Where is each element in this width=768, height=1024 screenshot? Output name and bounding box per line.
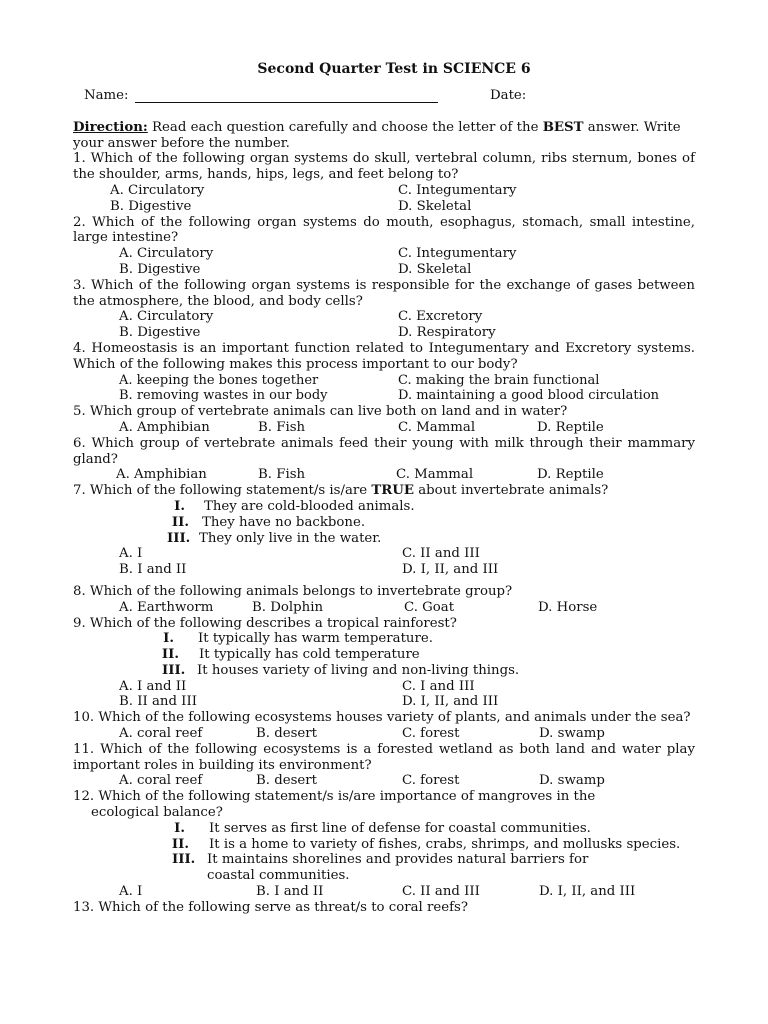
q9-statement-1-text: It typically has warm temperature. bbox=[198, 631, 433, 647]
q9-statement-1-num: I. bbox=[163, 631, 174, 647]
q7-option-c: C. II and III bbox=[402, 546, 480, 562]
q2-options-row-1 bbox=[73, 246, 695, 262]
q2-option-a: A. Circulatory bbox=[119, 246, 214, 262]
q10-option-b: B. desert bbox=[256, 726, 317, 742]
q7-option-b: B. I and II bbox=[119, 562, 187, 578]
test-page bbox=[73, 62, 695, 916]
question-4: 4. Homeostasis is an important function related to Integumentary and Excretory systems. Which of the following makes this process important to our body? bbox=[73, 340, 695, 372]
q4-option-a: A. keeping the bones together bbox=[119, 372, 319, 388]
q9-option-b: B. II and III bbox=[119, 694, 197, 710]
q1-options-row-1 bbox=[73, 183, 695, 199]
q3-options-row-1 bbox=[73, 309, 695, 325]
q12-option-a: A. I bbox=[119, 884, 143, 900]
q11-option-a: A. coral reef bbox=[119, 773, 203, 789]
q6-option-b: B. Fish bbox=[258, 467, 306, 483]
q12-option-c: C. II and III bbox=[402, 884, 480, 900]
q11-option-c: C. forest bbox=[402, 773, 460, 789]
q7-statement-2 bbox=[73, 515, 695, 531]
q8-option-b: B. Dolphin bbox=[252, 599, 324, 615]
q10-option-a: A. coral reef bbox=[119, 726, 203, 742]
question-1: 1. Which of the following organ systems do skull, vertebral column, ribs sternum, bones of the shoulder, arms, hands, hips, legs, and feet belong to? bbox=[73, 151, 695, 183]
q1-option-d: D. Skeletal bbox=[398, 198, 472, 214]
question-11: 11. Which of the following ecosystems is a forested wetland as both land and water play important roles in building its environment? bbox=[73, 741, 695, 773]
directions bbox=[73, 120, 695, 152]
q7-option-a: A. I bbox=[119, 546, 143, 562]
q4-option-c: C. making the brain functional bbox=[398, 372, 600, 388]
q6-option-d: D. Reptile bbox=[537, 467, 604, 483]
q9-statement-3-num: III. bbox=[162, 662, 186, 678]
q6-option-c: C. Mammal bbox=[396, 467, 474, 483]
q5-option-c: C. Mammal bbox=[398, 419, 476, 435]
question-13: 13. Which of the following serve as threat/s to coral reefs? bbox=[73, 899, 468, 915]
q5-option-d: D. Reptile bbox=[537, 419, 604, 435]
question-10: 10. Which of the following ecosystems houses variety of plants, and animals under the sea? bbox=[73, 710, 691, 726]
q1-option-b: B. Digestive bbox=[110, 198, 192, 214]
q2-option-d: D. Skeletal bbox=[398, 261, 472, 277]
question-9: 9. Which of the following describes a tropical rainforest? bbox=[73, 615, 457, 631]
q1-options-row-2 bbox=[73, 199, 695, 215]
q9-statement-2 bbox=[73, 647, 695, 663]
q8-options-row bbox=[73, 600, 695, 616]
q3-option-b: B. Digestive bbox=[119, 325, 201, 341]
q4-option-b: B. removing wastes in our body bbox=[119, 388, 328, 404]
q3-option-a: A. Circulatory bbox=[119, 309, 214, 325]
q5-option-b: B. Fish bbox=[258, 419, 306, 435]
q7-statement-3-text: They only live in the water. bbox=[199, 530, 382, 546]
q4-options-row-1 bbox=[73, 373, 695, 389]
q12-statement-2-text: It is a home to variety of fishes, crabs, shrimps, and mollusks species. bbox=[209, 836, 681, 852]
q9-statement-3-text: It houses variety of living and non-living things. bbox=[197, 662, 520, 678]
q12-statement-3-num: III. bbox=[172, 852, 196, 868]
q7-statement-2-num: II. bbox=[171, 514, 189, 530]
q7-statement-1-text: They are cold-blooded animals. bbox=[204, 498, 415, 514]
q12-option-b: B. I and II bbox=[256, 884, 324, 900]
q7-stem-true: TRUE bbox=[371, 483, 415, 499]
q6-option-a: A. Amphibian bbox=[116, 467, 207, 483]
q2-options-row-2 bbox=[73, 262, 695, 278]
q12-option-d: D. I, II, and III bbox=[539, 884, 636, 900]
q11-options-row bbox=[73, 773, 695, 789]
q12-statement-2 bbox=[73, 837, 695, 853]
q3-option-c: C. Excretory bbox=[398, 309, 483, 325]
q12-statement-1-text: It serves as first line of defense for coastal communities. bbox=[209, 820, 591, 836]
q1-option-c: C. Integumentary bbox=[398, 182, 517, 198]
q7-options-row-1 bbox=[73, 546, 695, 562]
q3-options-row-2 bbox=[73, 325, 695, 341]
q8-option-c: C. Goat bbox=[404, 599, 455, 615]
question-12 bbox=[73, 789, 695, 821]
q7-statement-3 bbox=[73, 531, 695, 547]
question-5: 5. Which group of vertebrate animals can live both on land and in water? bbox=[73, 404, 568, 420]
q9-option-d: D. I, II, and III bbox=[402, 694, 499, 710]
q7-option-d: D. I, II, and III bbox=[402, 562, 499, 578]
q12-stem-b: ecological balance? bbox=[91, 805, 223, 821]
q4-options-row-2 bbox=[73, 388, 695, 404]
q9-options-row-1 bbox=[73, 679, 695, 695]
name-blank-line bbox=[135, 102, 438, 103]
q9-option-a: A. I and II bbox=[119, 678, 187, 694]
q11-option-b: B. desert bbox=[256, 773, 317, 789]
q2-option-b: B. Digestive bbox=[119, 261, 201, 277]
q9-options-row-2 bbox=[73, 694, 695, 710]
q7-statement-1 bbox=[73, 499, 695, 515]
q2-option-c: C. Integumentary bbox=[398, 246, 517, 262]
name-label: Name: bbox=[84, 87, 129, 103]
date-label: Date: bbox=[490, 87, 527, 103]
q4-option-d: D. maintaining a good blood circulation bbox=[398, 388, 660, 404]
direction-text-b: answer. Write your answer before the number. bbox=[73, 119, 681, 151]
direction-text-a: Read each question carefully and choose the letter of the bbox=[147, 119, 543, 135]
q7-stem-b: about invertebrate animals? bbox=[414, 483, 609, 499]
q9-statement-2-text: It typically has cold temperature bbox=[199, 647, 420, 663]
q8-option-d: D. Horse bbox=[538, 599, 598, 615]
q5-option-a: A. Amphibian bbox=[119, 419, 210, 435]
q12-stem-a: 12. Which of the following statement/s is/are importance of mangroves in the bbox=[73, 789, 596, 805]
direction-best: BEST bbox=[542, 119, 584, 135]
q9-statement-3 bbox=[73, 663, 695, 679]
q7-statement-2-text: They have no backbone. bbox=[202, 514, 366, 530]
question-6: 6. Which group of vertebrate animals feed their young with milk through their mammary gland? bbox=[73, 435, 695, 467]
q12-statement-1-num: I. bbox=[174, 820, 185, 836]
page-title: Second Quarter Test in SCIENCE 6 bbox=[257, 61, 531, 77]
q11-option-d: D. swamp bbox=[539, 773, 605, 789]
q10-option-d: D. swamp bbox=[539, 726, 605, 742]
q12-statement-2-num: II. bbox=[171, 836, 189, 852]
q1-option-a: A. Circulatory bbox=[110, 182, 205, 198]
q7-stem-a: 7. Which of the following statement/s is/are bbox=[73, 483, 372, 499]
q12-statement-1 bbox=[73, 821, 695, 837]
q6-options-row bbox=[73, 467, 695, 483]
question-3: 3. Which of the following organ systems is responsible for the exchange of gases between the atmosphere, the blood, and body cells? bbox=[73, 277, 695, 309]
q10-options-row bbox=[73, 726, 695, 742]
question-2: 2. Which of the following organ systems do mouth, esophagus, stomach, small intestine, large intestine? bbox=[73, 214, 695, 246]
question-8: 8. Which of the following animals belongs to invertebrate group? bbox=[73, 583, 513, 599]
q12-statement-3-text: It maintains shorelines and provides natural barriers for coastal communities. bbox=[207, 852, 589, 884]
q9-option-c: C. I and III bbox=[402, 678, 475, 694]
q7-statement-3-num: III. bbox=[167, 530, 191, 546]
q5-options-row bbox=[73, 420, 695, 436]
name-date-row bbox=[73, 88, 695, 104]
q3-option-d: D. Respiratory bbox=[398, 325, 496, 341]
q8-option-a: A. Earthworm bbox=[119, 599, 214, 615]
q12-options-row bbox=[73, 884, 695, 900]
q9-statement-1 bbox=[73, 631, 695, 647]
question-7 bbox=[73, 483, 695, 499]
q7-options-row-2 bbox=[73, 562, 695, 578]
q10-option-c: C. forest bbox=[402, 726, 460, 742]
q7-statement-1-num: I. bbox=[174, 498, 185, 514]
direction-label: Direction: bbox=[73, 119, 148, 135]
q9-statement-2-num: II. bbox=[161, 647, 179, 663]
q12-statement-3 bbox=[73, 852, 695, 884]
